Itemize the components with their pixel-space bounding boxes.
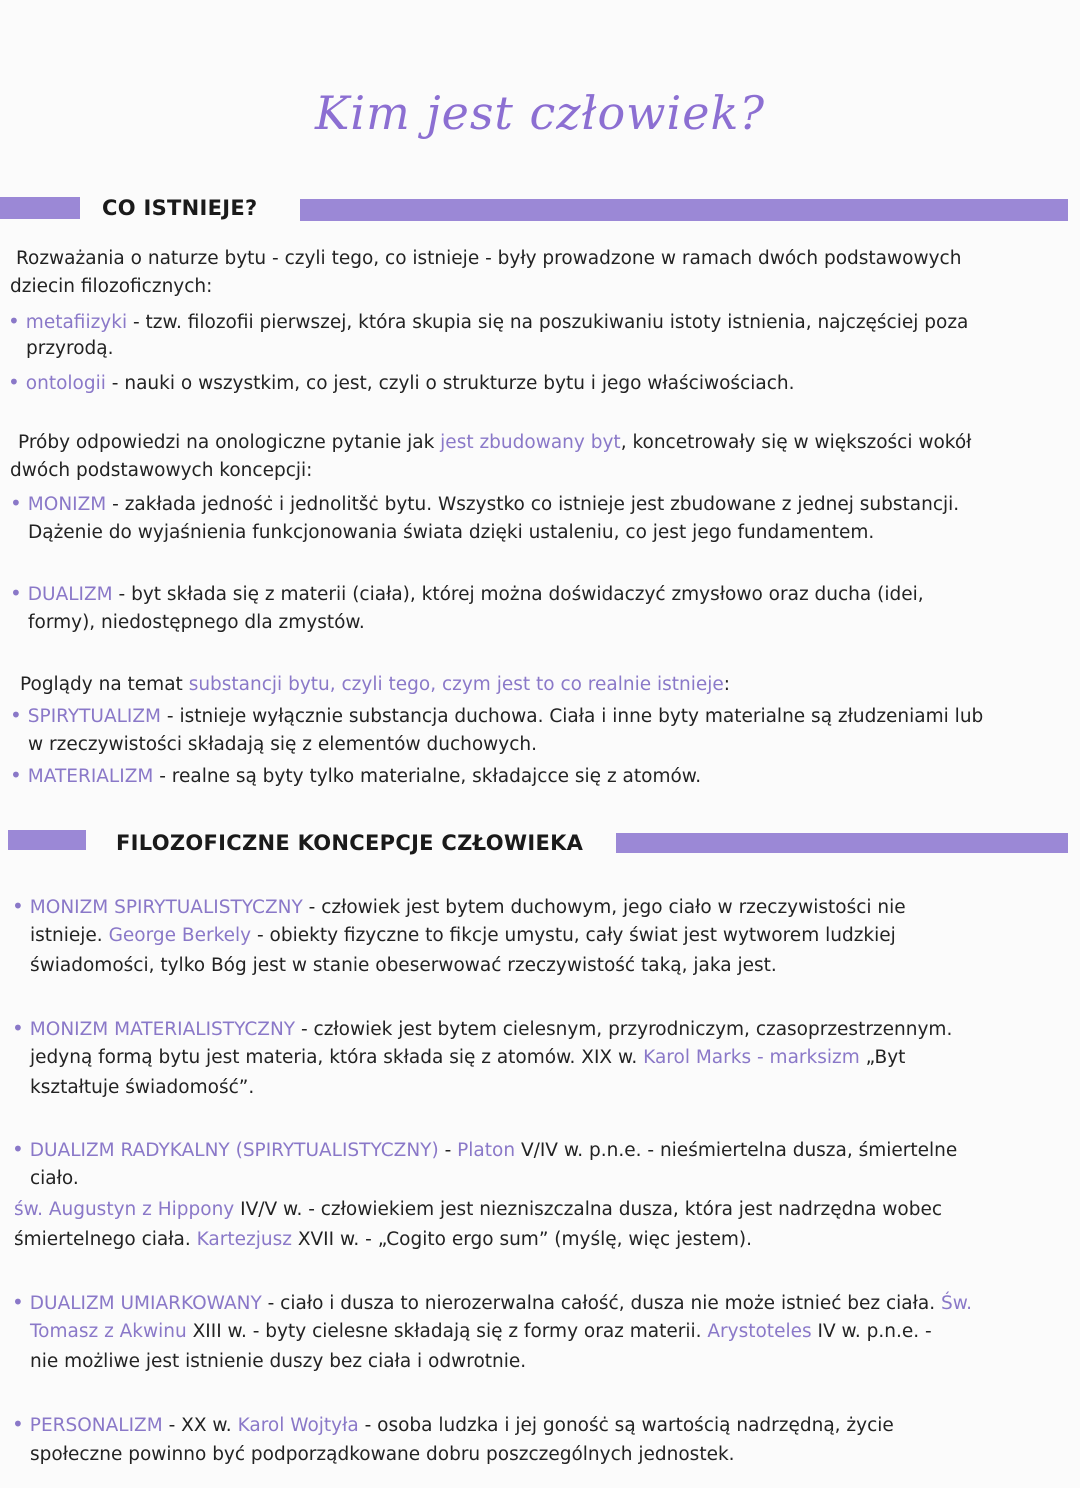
text: - obiekty fizyczne to fikcje umystu, cały świat jest wytworem ludzkiej [251,925,896,946]
text: - tzw. filozofii pierwszej, która skupia się na poszukiwaniu istoty istnienia, najczęściej poza [127,312,969,333]
text: XVII w. - „Cogito ergo sum” (myślę, więc jestem). [291,1229,753,1250]
bullet-metafizyka [8,306,968,338]
term: MONIZM SPIRYTUALISTYCZNY [29,897,303,918]
intro-line-a: Rozważania o naturze bytu - czyli tego, co istnieje - były prowadzone w ramach dwóch podstawowych [16,248,962,269]
name: George Berkely [108,925,252,946]
heading-bar-right [300,199,1068,221]
page-title: Kim jest człowiek? [315,86,765,140]
bullet-dualizm-rad-c [14,1195,942,1225]
bullet-monizm-mat [12,1013,952,1045]
text: - człowiek jest bytem duchowym, jego ciało w rzeczywistości nie [302,897,906,918]
highlight: substancji bytu, czyli tego, czym jest to co realnie istnieje [188,674,724,695]
term: DUALIZM UMIARKOWANY [29,1293,262,1314]
bullet-dot-icon: • [10,581,22,605]
bullet-dot-icon: • [12,1412,24,1436]
bullet-spirytualizm-cont: w rzeczywistości składają się z elementów duchowych. [28,734,538,755]
bullet-personalizm-b: społeczne powinno być podporządkowane dobru poszczególnych jednostek. [30,1444,735,1465]
text: jedyną formą bytu jest materia, która składa się z atomów. XIX w. [30,1047,644,1068]
name: Tomasz z Akwinu [30,1321,187,1342]
bullet-monizm [10,488,959,520]
name: Platon [457,1140,516,1161]
text: - osoba ludzka i jej gonośċ są wartością nadrzędną, życie [358,1415,894,1436]
text: - [438,1140,458,1161]
bullet-dot-icon: • [10,703,22,727]
bullet-monizm-mat-b [30,1043,905,1073]
bullet-dualizm-rad-b: ciało. [30,1168,79,1189]
intro-line-b: dziecin filozoficznych: [10,276,213,297]
bullet-dualizm-rad-d [14,1225,752,1255]
name: Arystoteles [707,1321,812,1342]
bullet-monizm-cont: Dążenie do wyjaśnienia funkcjonowania świata dzięki ustaleniu, co jest jego fundamentem. [28,522,875,543]
bullet-dualizm-cont: formy), niedostępnego dla zmystów. [28,612,365,633]
name: Św. [941,1293,973,1314]
text: - byt składa się z materii (ciała), której można doświdaczyć zmysłowo oraz ducha (idei, [112,584,924,605]
bullet-monizm-mat-c: kształtuje świadomość”. [30,1077,255,1098]
bullet-dot-icon: • [8,309,20,333]
bullet-dot-icon: • [12,1137,24,1161]
text: - istnieje wyłącznie substancja duchowa. Ciała i inne byty materialne są złudzeniami lub [161,706,984,727]
bullet-dot-icon: • [8,370,20,394]
name: św. Augustyn z Hippony [14,1199,235,1220]
text: - nauki o wszystkim, co jest, czyli o strukturze bytu i jego właściwościach. [105,373,795,394]
term-dualizm: DUALIZM [27,584,113,605]
heading2-bar-left [8,830,86,850]
heading2-bar-right [616,833,1068,853]
bullet-dualizm [10,578,924,610]
bullet-dualizm-umiark [12,1287,972,1319]
paragraph-3 [20,670,730,700]
name: Karol Marks [643,1047,752,1068]
text: , koncetrowały się w większości wokół [620,432,972,453]
name: marksizm [769,1047,860,1068]
term: MONIZM MATERIALISTYCZNY [29,1019,296,1040]
highlight: jest zbudowany byt [440,432,621,453]
heading-bar-left [0,197,80,219]
text: - [751,1047,770,1068]
text: IV w. p.n.e. - [811,1321,932,1342]
bullet-metafizyka-cont: przyrodą. [26,338,114,359]
text: Poglądy na temat [20,674,189,695]
bullet-materializm [10,760,701,792]
bullet-spirytualizm [10,700,983,732]
text: - XX w. [162,1415,238,1436]
text: - realne są byty tylko materialne, składajcce się z atomów. [153,766,702,787]
term-materializm: MATERIALIZM [27,766,154,787]
term: DUALIZM RADYKALNY (SPIRYTUALISTYCZNY) [29,1140,439,1161]
bullet-monizm-spir-c: świadomości, tylko Bóg jest w stanie obeserwować rzeczywistość taką, jaka jest. [30,955,777,976]
bullet-personalizm [12,1409,894,1441]
term-spirytualizm: SPIRYTUALIZM [27,706,162,727]
text: V/IV w. p.n.e. - nieśmiertelna dusza, śmiertelne [515,1140,958,1161]
term-metafizyka: metafiizyki [25,312,128,333]
bullet-ontologia [8,367,794,399]
bullet-monizm-spir-b [30,921,896,951]
text: śmiertelnego ciała. [14,1229,197,1250]
paragraph-2 [18,428,971,458]
text: Próby odpowiedzi na onologiczne pytanie jak [18,432,441,453]
bullet-dot-icon: • [12,1290,24,1314]
text: „Byt [859,1047,906,1068]
text: - ciało i dusza to nierozerwalna całość, dusza nie może istnieć bez ciała. [261,1293,941,1314]
bullet-dualizm-umiark-c: nie możliwe jest istnienie duszy bez ciała i odwrotnie. [30,1351,527,1372]
text: : [723,674,731,695]
bullet-dot-icon: • [12,894,24,918]
text: IV/V w. - człowiekiem jest niezniszczalna dusza, która jest nadrzędna wobec [234,1199,943,1220]
bullet-monizm-spir [12,891,906,923]
bullet-dot-icon: • [10,763,22,787]
section-heading-koncepcje: FILOZOFICZNE KONCEPCJE CZŁOWIEKA [116,831,584,855]
bullet-dot-icon: • [10,491,22,515]
text: - człowiek jest bytem cielesnym, przyrodniczym, czasoprzestrzennym. [295,1019,953,1040]
bullet-dualizm-rad [12,1134,957,1166]
bullet-dot-icon: • [12,1016,24,1040]
text: XIII w. - byty cielesne składają się z formy oraz materii. [186,1321,708,1342]
name: Karol Wojtyła [237,1415,359,1436]
paragraph-2b: dwóch podstawowych koncepcji: [10,460,313,481]
term: PERSONALIZM [29,1415,163,1436]
section-heading-co-istnieje: CO ISTNIEJE? [102,196,258,220]
name: Kartezjusz [196,1229,292,1250]
text: - zakłada jednośċ i jednolitšċ bytu. Wszystko co istnieje jest zbudowane z jednej substancji. [106,494,960,515]
bullet-dualizm-umiark-b [30,1317,932,1347]
text: istnieje. [30,925,109,946]
term-monizm: MONIZM [27,494,107,515]
term-ontologia: ontologii [25,373,106,394]
